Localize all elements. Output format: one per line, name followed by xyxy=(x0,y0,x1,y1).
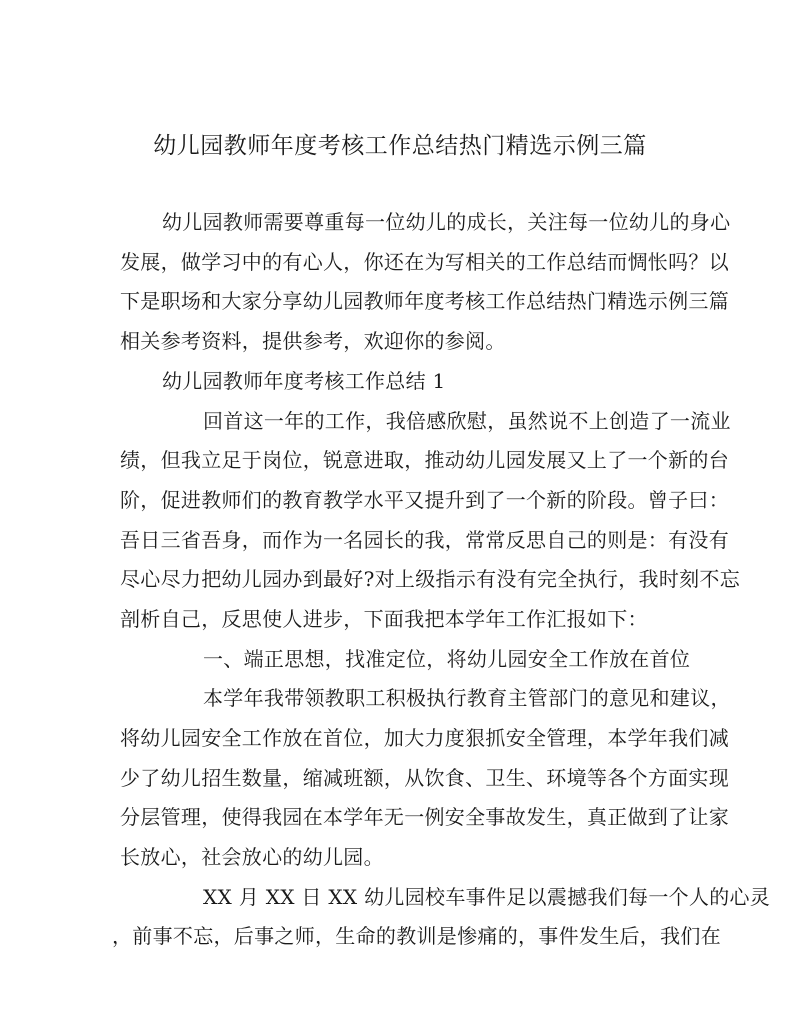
paragraph-line: 分层管理，使得我园在本学年无一例安全事故发生，真正做到了让家 xyxy=(120,805,729,829)
paragraph-line: 发展，做学习中的有心人，你还在为写相关的工作总结而惆怅吗？以 xyxy=(120,250,729,274)
document-title: 幼儿园教师年度考核工作总结热门精选示例三篇 xyxy=(153,133,647,159)
section-heading: 幼儿园教师年度考核工作总结 1 xyxy=(162,369,446,393)
paragraph-line: 阶，促进教师们的教育教学水平又提升到了一个新的阶段。曾子曰： xyxy=(120,488,729,512)
paragraph-line: 本学年我带领教职工积极执行教育主管部门的意见和建议， xyxy=(203,686,731,710)
subsection-heading: 一、端正思想，找准定位，将幼儿园安全工作放在首位 xyxy=(203,647,691,671)
paragraph-line: 相关参考资料，提供参考，欢迎你的参阅。 xyxy=(120,329,506,353)
paragraph-line: 长放心，社会放心的幼儿园。 xyxy=(120,845,384,869)
paragraph-line: 绩，但我立足于岗位，锐意进取，推动幼儿园发展又上了一个新的台 xyxy=(120,448,729,472)
paragraph-line: 尽心尽力把幼儿园办到最好?对上级指示有没有完全执行，我时刻不忘 xyxy=(120,567,741,591)
paragraph-line: 少了幼儿招生数量，缩减班额，从饮食、卫生、环境等各个方面实现 xyxy=(120,766,729,790)
paragraph-line: 剖析自己，反思使人进步，下面我把本学年工作汇报如下： xyxy=(120,607,648,631)
paragraph-line: ，前事不忘，后事之师，生命的教训是惨痛的，事件发生后，我们在 xyxy=(112,924,721,948)
paragraph-line: 将幼儿园安全工作放在首位，加大力度狠抓安全管理，本学年我们减 xyxy=(120,726,729,750)
paragraph-line: XX 月 XX 日 XX 幼儿园校车事件足以震撼我们每一个人的心灵 xyxy=(203,885,771,909)
paragraph-line: 幼儿园教师需要尊重每一位幼儿的成长，关注每一位幼儿的身心 xyxy=(162,210,731,234)
paragraph-line: 回首这一年的工作，我倍感欣慰，虽然说不上创造了一流业 xyxy=(203,409,731,433)
paragraph-line: 下是职场和大家分享幼儿园教师年度考核工作总结热门精选示例三篇 xyxy=(120,289,729,313)
paragraph-line: 吾日三省吾身，而作为一名园长的我，常常反思自己的则是：有没有 xyxy=(120,528,729,552)
